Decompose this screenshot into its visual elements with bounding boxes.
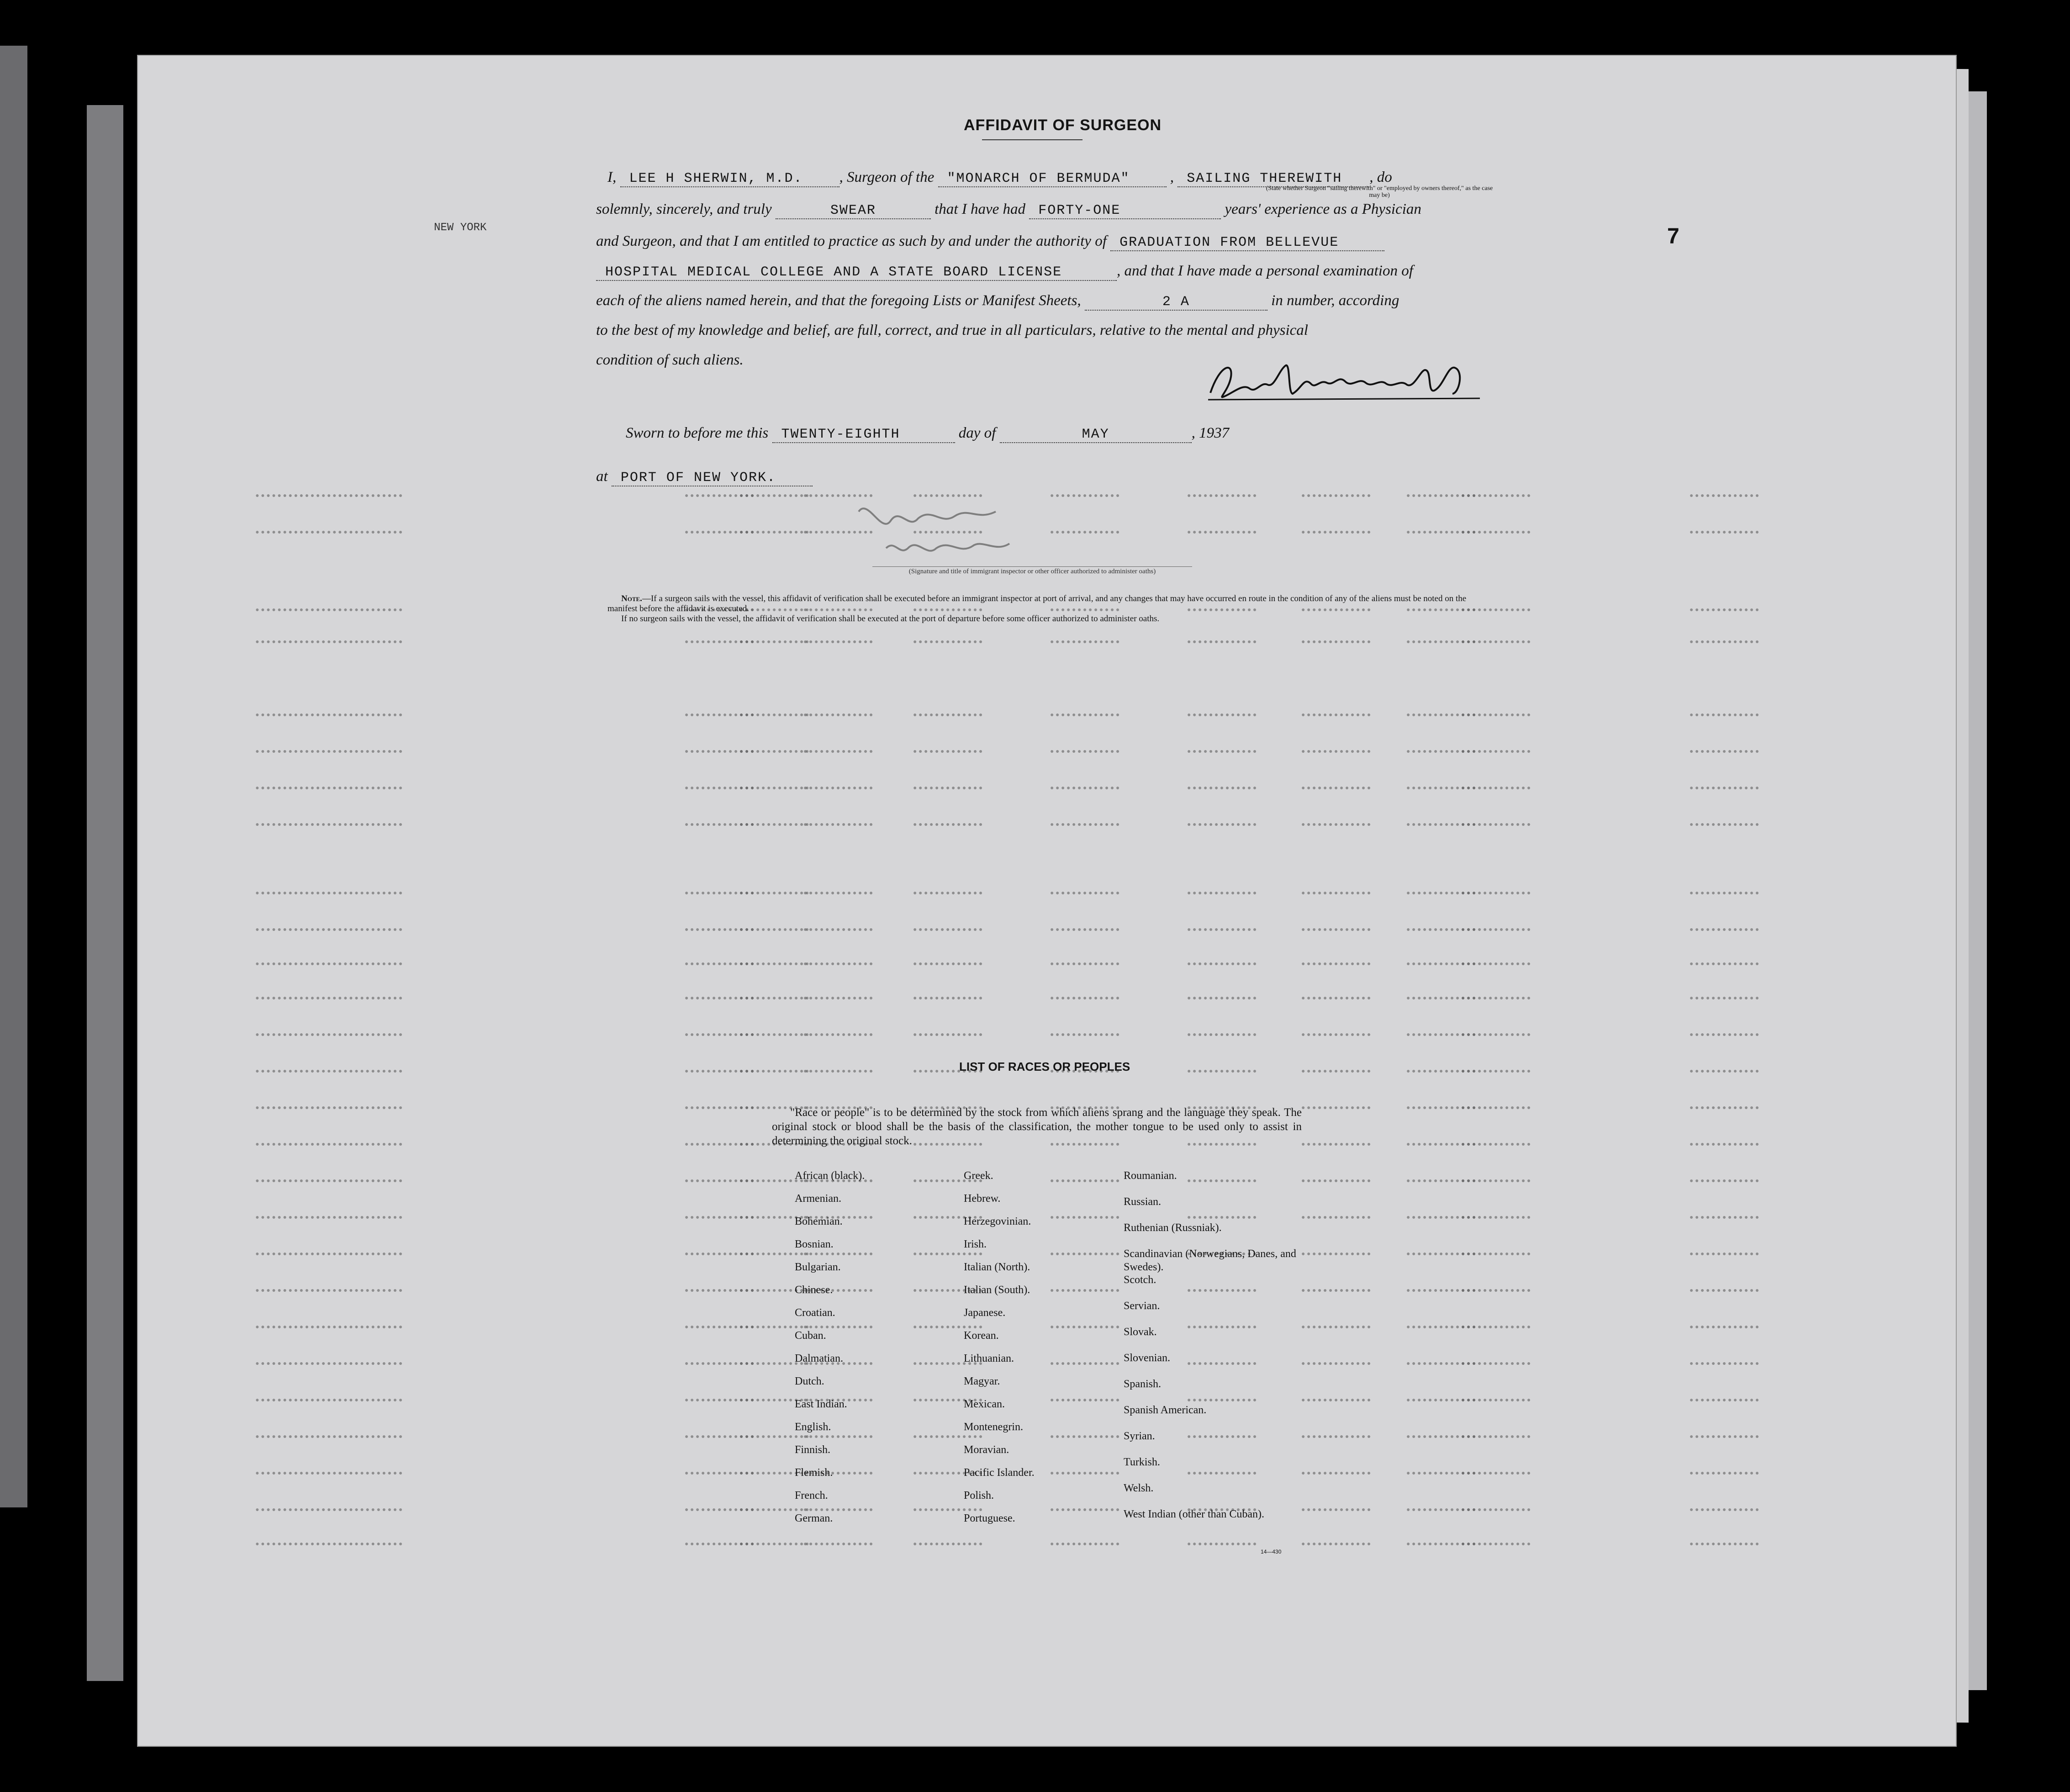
ship-name-field: "MONARCH OF BERMUDA" bbox=[938, 171, 1167, 187]
bleed-through-mark bbox=[1051, 1169, 1119, 1182]
race-item: Montenegrin. bbox=[964, 1421, 1023, 1433]
bleed-through-mark bbox=[1690, 703, 1758, 716]
bleed-through-mark bbox=[256, 1279, 402, 1292]
race-item: African (black). bbox=[795, 1170, 865, 1182]
adjacent-page-edge bbox=[0, 46, 27, 1507]
bleed-through-mark bbox=[1302, 1279, 1370, 1292]
bleed-through-mark bbox=[1188, 740, 1256, 753]
bleed-through-mark bbox=[256, 918, 402, 931]
race-item: Greek. bbox=[964, 1170, 993, 1182]
bleed-through-mark bbox=[914, 630, 982, 643]
bleed-through-mark bbox=[1302, 777, 1370, 789]
bleed-through-mark bbox=[1302, 882, 1370, 894]
bleed-through-mark bbox=[740, 740, 808, 753]
race-item: Croatian. bbox=[795, 1307, 835, 1319]
race-item: Slovak. bbox=[1124, 1326, 1157, 1338]
bleed-through-mark bbox=[1690, 1462, 1758, 1475]
month-field: MAY bbox=[1000, 427, 1192, 443]
authority-field-2: HOSPITAL MEDICAL COLLEGE AND A STATE BOARD LICENSE bbox=[596, 264, 1117, 281]
race-item: Bohemian. bbox=[795, 1216, 843, 1227]
bleed-through-mark bbox=[1051, 813, 1119, 826]
bleed-through-mark bbox=[256, 1389, 402, 1401]
race-item: Russian. bbox=[1124, 1196, 1162, 1208]
bleed-through-mark bbox=[740, 882, 808, 894]
race-item: Portuguese. bbox=[964, 1512, 1015, 1524]
bleed-through-mark bbox=[256, 1533, 402, 1545]
bleed-through-mark bbox=[256, 1352, 402, 1365]
bleed-through-mark bbox=[804, 987, 872, 999]
race-item: Roumanian. bbox=[1124, 1170, 1177, 1182]
bleed-through-mark bbox=[914, 987, 982, 999]
label-do: , do bbox=[1369, 169, 1392, 185]
bleed-through-mark bbox=[1188, 484, 1256, 497]
bleed-through-mark bbox=[1302, 1169, 1370, 1182]
bleed-through-mark bbox=[1051, 740, 1119, 753]
bleed-through-mark bbox=[804, 703, 872, 716]
label-manifest-sheets: each of the aliens named herein, and that the foregoing Lists or Manifest Sheets, bbox=[596, 292, 1081, 309]
label-surgeon-of: , Surgeon of the bbox=[839, 169, 935, 185]
bleed-through-mark bbox=[1188, 1279, 1256, 1292]
bleed-through-mark bbox=[1462, 740, 1530, 753]
bleed-through-mark bbox=[740, 703, 808, 716]
label-have-had: that I have had bbox=[935, 201, 1025, 217]
bleed-through-mark bbox=[914, 740, 982, 753]
bleed-through-mark bbox=[1188, 1352, 1256, 1365]
race-item: Italian (North). bbox=[964, 1261, 1030, 1273]
bleed-through-mark bbox=[1302, 1462, 1370, 1475]
race-item: English. bbox=[795, 1421, 831, 1433]
place-line bbox=[596, 468, 813, 486]
note-block bbox=[607, 594, 1498, 624]
bleed-through-mark bbox=[1302, 813, 1370, 826]
bleed-through-mark bbox=[1302, 1352, 1370, 1365]
bleed-through-mark bbox=[914, 882, 982, 894]
bleed-through-mark bbox=[1690, 1169, 1758, 1182]
bleed-through-mark bbox=[914, 703, 982, 716]
bleed-through-mark bbox=[740, 987, 808, 999]
bleed-through-mark bbox=[256, 987, 402, 999]
bleed-through-mark bbox=[1690, 521, 1758, 534]
bleed-through-mark bbox=[256, 1206, 402, 1219]
race-item: Lithuanian. bbox=[964, 1353, 1014, 1364]
bleed-through-mark bbox=[1462, 1316, 1530, 1328]
bleed-through-mark bbox=[740, 777, 808, 789]
bleed-through-mark bbox=[740, 918, 808, 931]
bleed-through-mark bbox=[1462, 1352, 1530, 1365]
bleed-through-mark bbox=[804, 740, 872, 753]
bleed-through-mark bbox=[1188, 777, 1256, 789]
race-item: Bosnian. bbox=[795, 1238, 834, 1250]
bleed-through-mark bbox=[804, 882, 872, 894]
bleed-through-mark bbox=[804, 918, 872, 931]
bleed-through-mark bbox=[1188, 1316, 1256, 1328]
bleed-through-mark bbox=[1690, 987, 1758, 999]
bleed-through-mark bbox=[1302, 1316, 1370, 1328]
race-item: Polish. bbox=[964, 1490, 994, 1501]
label-at: at bbox=[596, 468, 608, 485]
bleed-through-mark bbox=[1051, 952, 1119, 965]
bleed-through-mark bbox=[1302, 630, 1370, 643]
bleed-through-mark bbox=[1690, 740, 1758, 753]
surgeon-signature bbox=[1206, 356, 1489, 407]
bleed-through-mark bbox=[1690, 1389, 1758, 1401]
bleed-through-mark bbox=[1302, 1096, 1370, 1109]
bleed-through-mark bbox=[740, 630, 808, 643]
bleed-through-mark bbox=[1690, 777, 1758, 789]
bleed-through-mark bbox=[1462, 1498, 1530, 1511]
bleed-through-mark bbox=[1188, 1169, 1256, 1182]
bleed-through-mark bbox=[1690, 484, 1758, 497]
bleed-through-mark bbox=[1051, 1279, 1119, 1292]
bleed-through-mark bbox=[1462, 521, 1530, 534]
bleed-through-mark bbox=[1462, 1169, 1530, 1182]
bleed-through-mark bbox=[1302, 1389, 1370, 1401]
bleed-through-mark bbox=[914, 813, 982, 826]
bleed-through-mark bbox=[1462, 1389, 1530, 1401]
bleed-through-mark bbox=[1462, 630, 1530, 643]
bleed-through-mark bbox=[256, 813, 402, 826]
bleed-through-mark bbox=[1462, 1096, 1530, 1109]
bleed-through-mark bbox=[1690, 1425, 1758, 1438]
race-item: West Indian (other than Cuban). bbox=[1124, 1508, 1264, 1520]
bleed-through-mark bbox=[1690, 630, 1758, 643]
race-item: Dutch. bbox=[795, 1375, 824, 1387]
signature-caption: (Signature and title of immigrant inspector or other officer authorized to administer oaths) bbox=[872, 566, 1192, 576]
race-item: Turkish. bbox=[1124, 1456, 1160, 1468]
day-field: TWENTY-EIGHTH bbox=[772, 427, 955, 443]
surgeon-name-field: LEE H SHERWIN, M.D. bbox=[620, 171, 840, 187]
authority-field-1: GRADUATION FROM BELLEVUE bbox=[1110, 235, 1384, 251]
bleed-through-mark bbox=[740, 1060, 808, 1073]
bleed-through-mark bbox=[1188, 918, 1256, 931]
bleed-through-mark bbox=[1690, 918, 1758, 931]
bleed-through-mark bbox=[1462, 1242, 1530, 1255]
race-item: Ruthenian (Russniak). bbox=[1124, 1222, 1222, 1234]
sworn-line bbox=[626, 425, 1229, 443]
bleed-through-mark bbox=[1051, 987, 1119, 999]
bleed-through-mark bbox=[256, 1060, 402, 1073]
race-item: Chinese. bbox=[795, 1284, 833, 1296]
bleed-through-mark bbox=[256, 1242, 402, 1255]
race-item: Spanish. bbox=[1124, 1378, 1162, 1390]
pronoun: I, bbox=[607, 169, 617, 185]
bleed-through-mark bbox=[1302, 703, 1370, 716]
affidavit-title: AFFIDAVIT OF SURGEON bbox=[964, 116, 1162, 134]
bleed-through-mark bbox=[1462, 987, 1530, 999]
bleed-through-mark bbox=[1188, 882, 1256, 894]
bleed-through-mark bbox=[914, 952, 982, 965]
bleed-through-mark bbox=[256, 521, 402, 534]
bleed-through-mark bbox=[1302, 1133, 1370, 1146]
race-item: Flemish. bbox=[795, 1467, 833, 1479]
bleed-through-mark bbox=[1051, 1242, 1119, 1255]
race-item: French. bbox=[795, 1490, 828, 1501]
years-field: FORTY-ONE bbox=[1029, 203, 1221, 219]
bleed-through-mark bbox=[804, 630, 872, 643]
form-number: 14—430 bbox=[1261, 1549, 1282, 1555]
bleed-through-mark bbox=[1690, 1533, 1758, 1545]
bleed-through-mark bbox=[256, 1498, 402, 1511]
bleed-through-mark bbox=[256, 1316, 402, 1328]
bleed-through-mark bbox=[1051, 777, 1119, 789]
bleed-through-mark bbox=[1462, 1060, 1530, 1073]
bleed-through-mark bbox=[1302, 740, 1370, 753]
bleed-through-mark bbox=[1051, 918, 1119, 931]
bleed-through-mark bbox=[914, 1533, 982, 1545]
bleed-through-mark bbox=[256, 1133, 402, 1146]
race-item: Spanish American. bbox=[1124, 1404, 1207, 1416]
bleed-through-mark bbox=[1690, 1316, 1758, 1328]
place-field: PORT OF NEW YORK. bbox=[612, 470, 813, 486]
bleed-through-mark bbox=[1462, 1133, 1530, 1146]
race-item: Japanese. bbox=[964, 1307, 1006, 1319]
bleed-through-mark bbox=[1462, 918, 1530, 931]
bleed-through-mark bbox=[1051, 1023, 1119, 1036]
bleed-through-mark bbox=[256, 1169, 402, 1182]
bleed-through-mark bbox=[256, 598, 402, 611]
bleed-through-mark bbox=[1690, 813, 1758, 826]
race-item: Armenian. bbox=[795, 1193, 841, 1205]
bleed-through-mark bbox=[740, 521, 808, 534]
affidavit-line-2 bbox=[596, 201, 1421, 219]
race-item: Irish. bbox=[964, 1238, 987, 1250]
bleed-through-mark bbox=[256, 1425, 402, 1438]
bleed-through-mark bbox=[1462, 1206, 1530, 1219]
sailing-note: (State whether Surgeon "sailing therewith" or "employed by owners thereof," as the case may be) bbox=[1266, 185, 1493, 199]
bleed-through-mark bbox=[1462, 1462, 1530, 1475]
bleed-through-mark bbox=[1051, 1533, 1119, 1545]
bleed-through-mark bbox=[1462, 484, 1530, 497]
bleed-through-mark bbox=[256, 1462, 402, 1475]
race-item: Welsh. bbox=[1124, 1482, 1154, 1494]
bleed-through-mark bbox=[1690, 1242, 1758, 1255]
race-item: German. bbox=[795, 1512, 833, 1524]
bleed-through-mark bbox=[256, 1096, 402, 1109]
title-rule bbox=[982, 139, 1083, 140]
race-item: Finnish. bbox=[795, 1444, 831, 1456]
races-intro: "Race or people" is to be determined by the stock from which aliens sprang and the language they speak. The original stock or blood shall be the basis of the classification, the mother tongue to be used only to assist in determining the original stock. bbox=[772, 1106, 1302, 1147]
race-item: Dalmatian. bbox=[795, 1353, 843, 1364]
bleed-through-mark bbox=[256, 703, 402, 716]
race-item: Slovenian. bbox=[1124, 1352, 1170, 1364]
affidavit-line-5 bbox=[596, 292, 1399, 311]
bleed-through-mark bbox=[1690, 1498, 1758, 1511]
race-item: Servian. bbox=[1124, 1300, 1160, 1312]
bleed-through-mark bbox=[1051, 1389, 1119, 1401]
bleed-through-mark bbox=[1188, 1023, 1256, 1036]
bleed-through-mark bbox=[1302, 1023, 1370, 1036]
label-day-of: day of bbox=[958, 425, 996, 441]
bleed-through-mark bbox=[1462, 952, 1530, 965]
label-examination: , and that I have made a personal examination of bbox=[1117, 263, 1413, 279]
race-item: Scandinavian (Norwegians, Danes, and Swedes). bbox=[1124, 1248, 1296, 1273]
bleed-through-mark bbox=[1188, 952, 1256, 965]
bleed-through-mark bbox=[256, 740, 402, 753]
bleed-through-mark bbox=[256, 882, 402, 894]
margin-stamp: NEW YORK bbox=[434, 222, 487, 234]
race-item: Italian (South). bbox=[964, 1284, 1030, 1296]
bleed-through-mark bbox=[1051, 1462, 1119, 1475]
label-solemnly: solemnly, sincerely, and truly bbox=[596, 201, 772, 217]
bleed-through-mark bbox=[804, 813, 872, 826]
sheets-field: 2 A bbox=[1085, 294, 1267, 311]
bleed-through-mark bbox=[1302, 1425, 1370, 1438]
bleed-through-mark bbox=[914, 918, 982, 931]
bleed-through-mark bbox=[1302, 484, 1370, 497]
bleed-through-mark bbox=[1690, 1279, 1758, 1292]
affidavit-line-7: condition of such aliens. bbox=[596, 352, 744, 368]
affidavit-line-4 bbox=[596, 263, 1413, 281]
bleed-through-mark bbox=[1051, 1206, 1119, 1219]
bleed-through-mark bbox=[804, 1023, 872, 1036]
bleed-through-mark bbox=[1302, 1060, 1370, 1073]
bleed-through-mark bbox=[1188, 703, 1256, 716]
race-item: Magyar. bbox=[964, 1375, 1000, 1387]
note-text-1: —If a surgeon sails with the vessel, this affidavit of verification shall be executed before an immigrant inspector at port of arrival, and any changes that may have occurred en route in the condition of any of the aliens must be noted on the manifest before the affidavit is executed. bbox=[607, 594, 1467, 613]
page-number: 7 bbox=[1667, 224, 1679, 248]
bleed-through-mark bbox=[1188, 1533, 1256, 1545]
bleed-through-mark bbox=[1188, 1060, 1256, 1073]
bleed-through-mark bbox=[256, 630, 402, 643]
bleed-through-mark bbox=[1051, 882, 1119, 894]
bleed-through-mark bbox=[740, 1533, 808, 1545]
race-item: East Indian. bbox=[795, 1398, 847, 1410]
bleed-through-mark bbox=[1690, 1096, 1758, 1109]
bleed-through-mark bbox=[1188, 987, 1256, 999]
bleed-through-mark bbox=[1690, 598, 1758, 611]
bleed-through-mark bbox=[1188, 630, 1256, 643]
race-item: Scotch. bbox=[1124, 1274, 1156, 1286]
bleed-through-mark bbox=[1690, 882, 1758, 894]
bleed-through-mark bbox=[1690, 1352, 1758, 1365]
bleed-through-mark bbox=[1302, 952, 1370, 965]
bleed-through-mark bbox=[1302, 918, 1370, 931]
bleed-through-mark bbox=[1051, 630, 1119, 643]
label-experience: years' experience as a Physician bbox=[1225, 201, 1421, 217]
bleed-through-mark bbox=[1462, 1023, 1530, 1036]
race-item: Korean. bbox=[964, 1330, 999, 1342]
bleed-through-mark bbox=[1302, 521, 1370, 534]
bleed-through-mark bbox=[740, 1023, 808, 1036]
bleed-through-mark bbox=[1188, 1389, 1256, 1401]
label-sworn: Sworn to before me this bbox=[626, 425, 769, 441]
year-text: , 1937 bbox=[1191, 425, 1230, 441]
affidavit-line-6: to the best of my knowledge and belief, are full, correct, and true in all particulars, relative to the mental and physical bbox=[596, 322, 1308, 338]
affidavit-line-1: I, LEE H SHERWIN, M.D. , Surgeon of the "MONARCH OF BERMUDA" , SAILING THEREWITH , do bbox=[607, 169, 1392, 186]
oath-field: SWEAR bbox=[776, 203, 931, 219]
race-item: Moravian. bbox=[964, 1444, 1009, 1456]
bleed-through-mark bbox=[1188, 1462, 1256, 1475]
bleed-through-mark bbox=[804, 1533, 872, 1545]
sailing-field: SAILING THEREWITH bbox=[1178, 171, 1369, 187]
bleed-through-mark bbox=[1690, 1206, 1758, 1219]
bleed-through-mark bbox=[804, 1060, 872, 1073]
bleed-through-mark bbox=[1188, 521, 1256, 534]
race-item: Pacific Islander. bbox=[964, 1467, 1035, 1479]
bleed-through-mark bbox=[1690, 1133, 1758, 1146]
bleed-through-mark bbox=[740, 952, 808, 965]
bleed-through-mark bbox=[914, 777, 982, 789]
inspector-signature bbox=[822, 493, 1096, 566]
bleed-through-mark bbox=[1051, 1498, 1119, 1511]
bleed-through-mark bbox=[1462, 1533, 1530, 1545]
bleed-through-mark bbox=[1051, 1352, 1119, 1365]
label-in-number: in number, according bbox=[1271, 292, 1399, 309]
bleed-through-mark bbox=[1690, 952, 1758, 965]
label-authority: and Surgeon, and that I am entitled to practice as such by and under the authority of bbox=[596, 233, 1107, 249]
bleed-through-mark bbox=[1302, 987, 1370, 999]
bleed-through-mark bbox=[1051, 1316, 1119, 1328]
note-label: Note. bbox=[621, 594, 642, 603]
bleed-through-mark bbox=[914, 1023, 982, 1036]
race-item: Bulgarian. bbox=[795, 1261, 841, 1273]
binding-strip bbox=[87, 105, 123, 1681]
bleed-through-mark bbox=[1188, 813, 1256, 826]
bleed-through-mark bbox=[1690, 1023, 1758, 1036]
note-text-2: If no surgeon sails with the vessel, the affidavit of verification shall be executed at the port of departure before some officer authorized to administer oaths. bbox=[621, 614, 1160, 624]
race-item: Mexican. bbox=[964, 1398, 1005, 1410]
bleed-through-mark bbox=[1302, 1533, 1370, 1545]
bleed-through-mark bbox=[1462, 1279, 1530, 1292]
bleed-through-mark bbox=[1462, 882, 1530, 894]
bleed-through-mark bbox=[1188, 1425, 1256, 1438]
bleed-through-mark bbox=[256, 1023, 402, 1036]
bleed-through-mark bbox=[1051, 1425, 1119, 1438]
race-item: Cuban. bbox=[795, 1330, 826, 1342]
bleed-through-mark bbox=[1690, 1060, 1758, 1073]
race-item: Hebrew. bbox=[964, 1193, 1001, 1205]
bleed-through-mark bbox=[1188, 1206, 1256, 1219]
bleed-through-mark bbox=[256, 484, 402, 497]
bleed-through-mark bbox=[804, 777, 872, 789]
bleed-through-mark bbox=[1462, 813, 1530, 826]
bleed-through-mark bbox=[256, 777, 402, 789]
bleed-through-mark bbox=[1302, 1206, 1370, 1219]
affidavit-line-3 bbox=[596, 233, 1384, 251]
bleed-through-mark bbox=[1051, 703, 1119, 716]
bleed-through-mark bbox=[1462, 703, 1530, 716]
race-item: Herzegovinian. bbox=[964, 1216, 1031, 1227]
bleed-through-mark bbox=[1462, 1425, 1530, 1438]
bleed-through-mark bbox=[256, 952, 402, 965]
bleed-through-mark bbox=[804, 952, 872, 965]
bleed-through-mark bbox=[740, 813, 808, 826]
race-item: Syrian. bbox=[1124, 1430, 1155, 1442]
races-title: LIST OF RACES OR PEOPLES bbox=[959, 1060, 1130, 1073]
bleed-through-mark bbox=[1462, 777, 1530, 789]
